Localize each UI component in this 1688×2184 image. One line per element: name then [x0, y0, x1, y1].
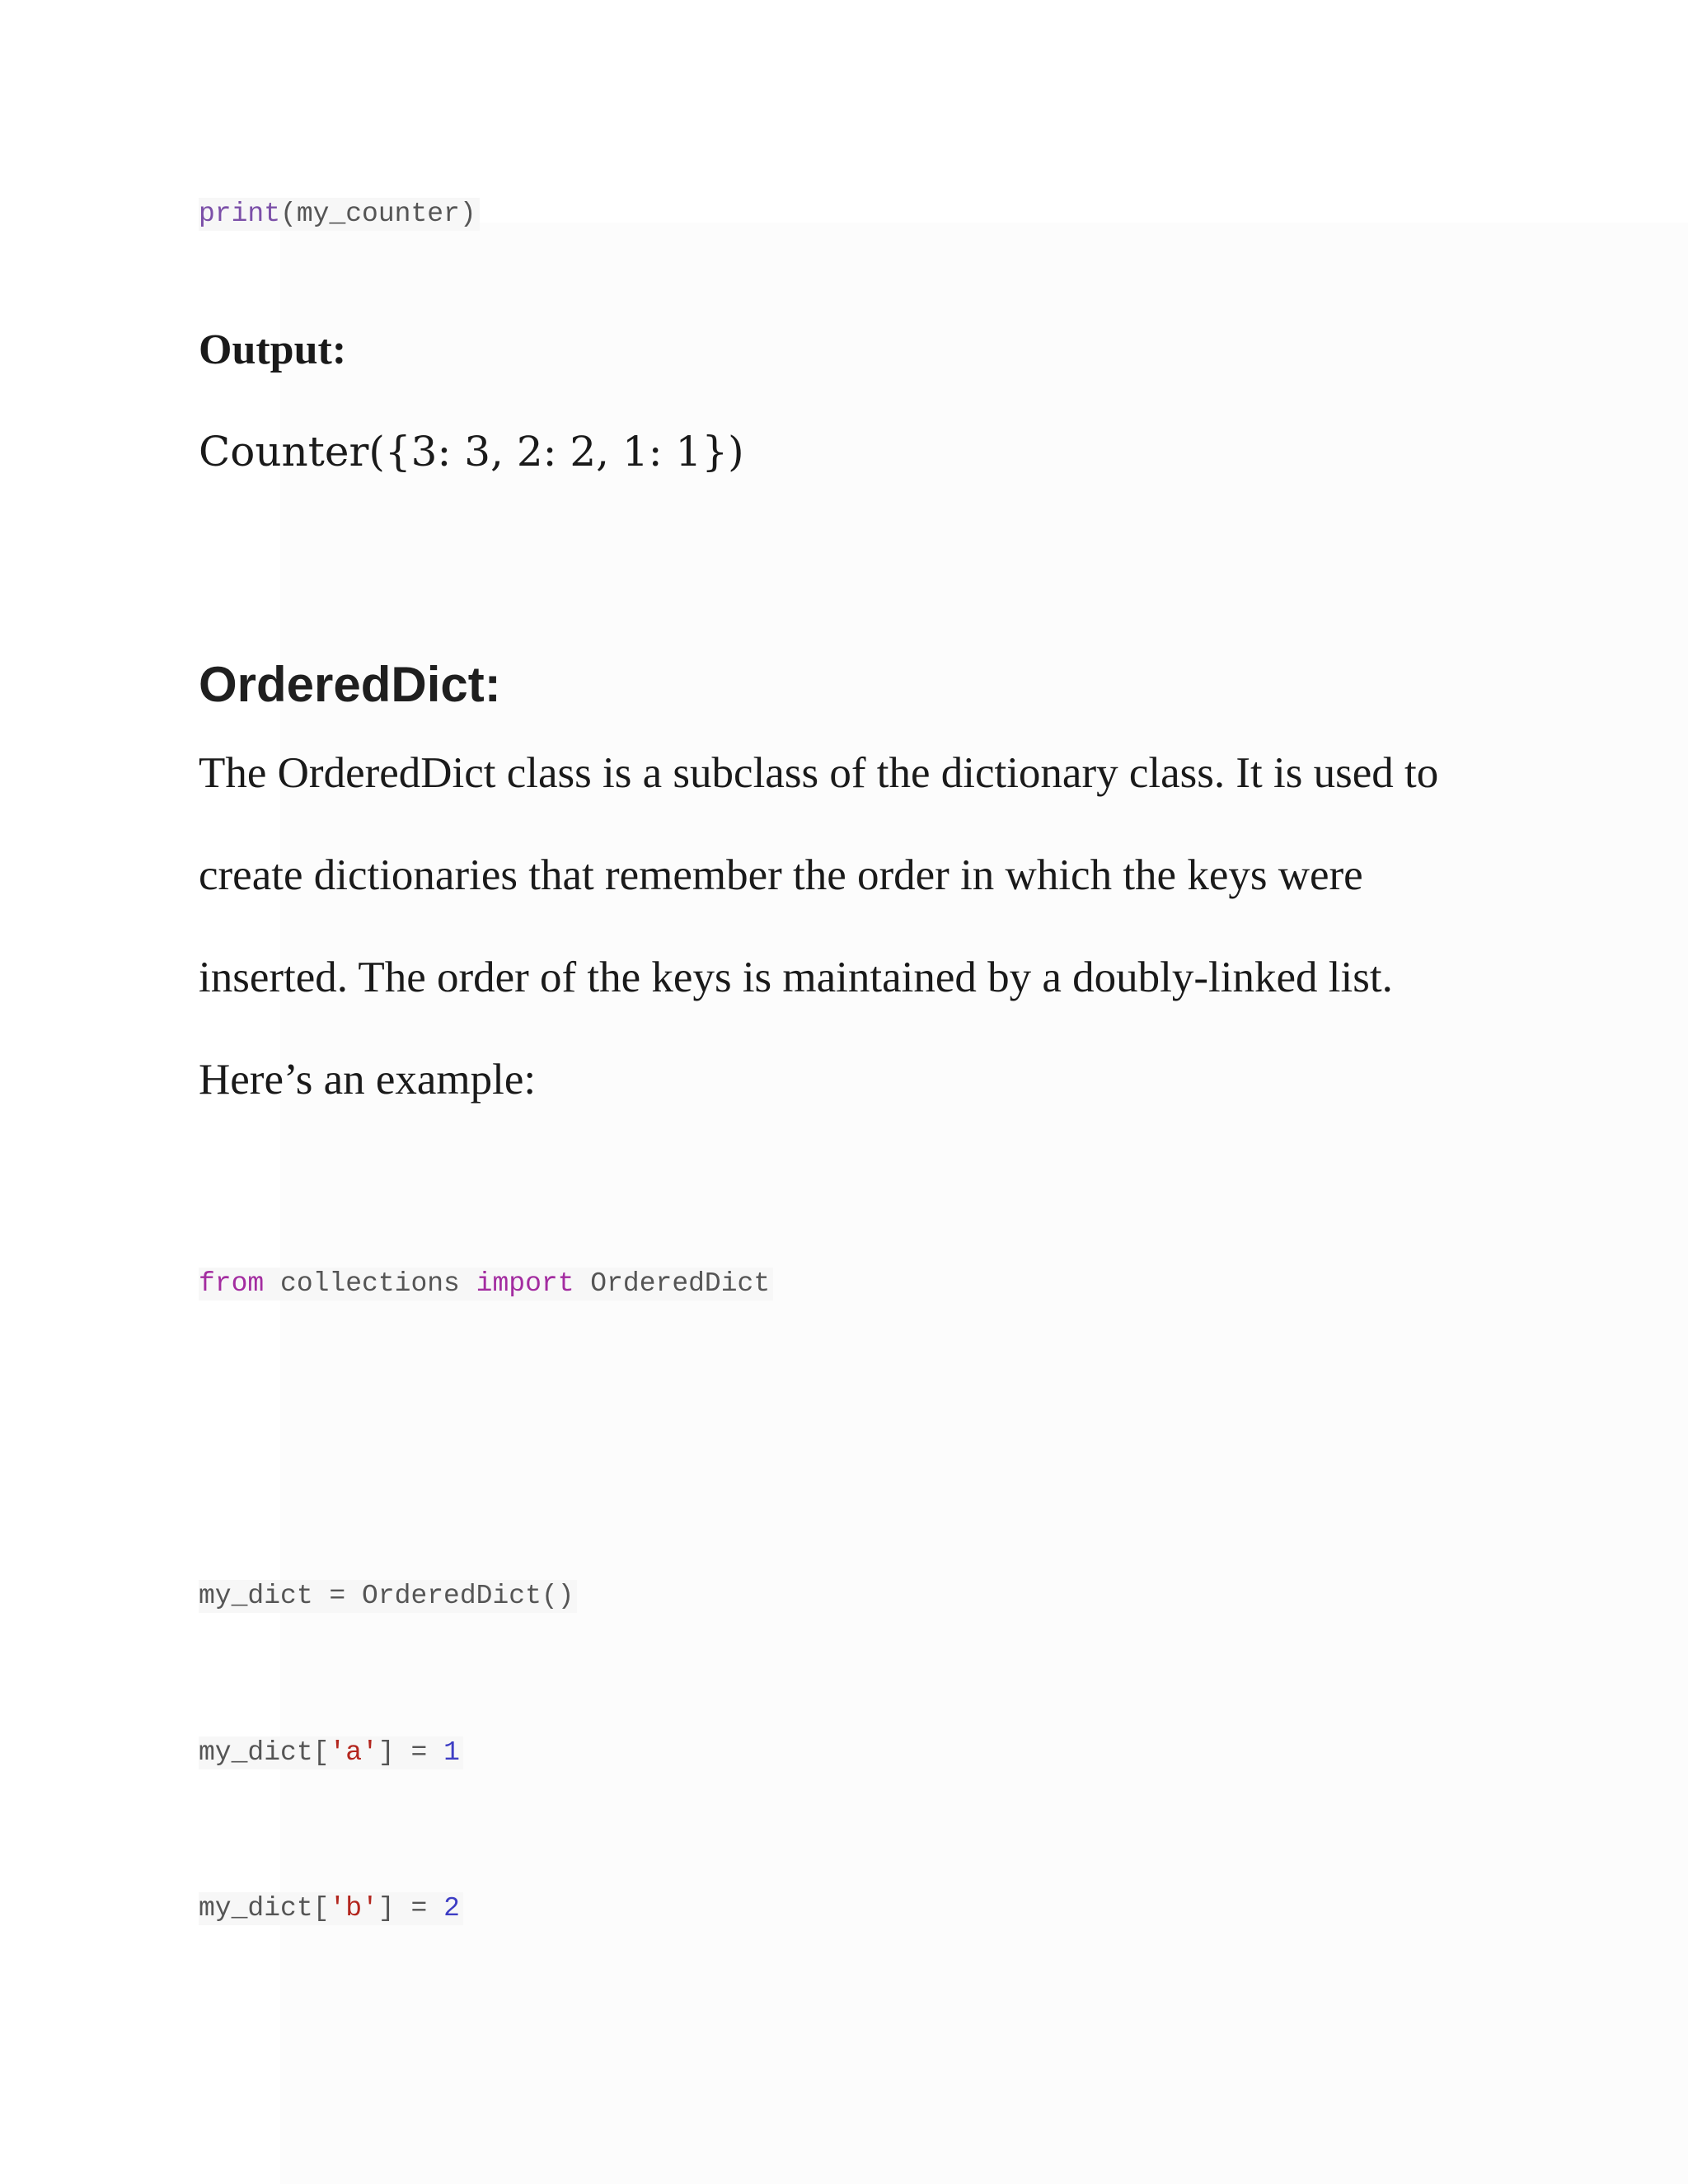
paragraph-line: The OrderedDict class is a subclass of the dictionary class. It is used to — [199, 749, 1439, 797]
code-token-operator: ] = — [377, 1737, 444, 1768]
code-token-function: print — [199, 199, 281, 229]
code-token-prefix: my_dict[ — [199, 1737, 330, 1768]
output-value: Counter({3: 3, 2: 2, 1: 1}) — [199, 428, 744, 476]
code-token-string: 'b' — [329, 1893, 378, 1924]
code-token-number: 1 — [443, 1737, 460, 1768]
paragraph-line: Here’s an example: — [199, 1056, 537, 1104]
code-line-set-b — [199, 1892, 463, 1925]
code-token-args: (my_counter) — [280, 199, 476, 229]
code-token-string: 'a' — [329, 1737, 378, 1768]
code-background — [280, 223, 1688, 2184]
output-label: Output: — [199, 326, 347, 373]
code-token-statement: my_dict = OrderedDict() — [199, 1581, 574, 1611]
code-line-print — [199, 198, 480, 231]
code-token-name: OrderedDict — [574, 1268, 771, 1299]
code-line-assign — [199, 1580, 577, 1613]
code-token-operator: ] = — [377, 1893, 444, 1924]
section-heading: OrderedDict: — [199, 657, 501, 712]
code-token-keyword: import — [476, 1268, 574, 1299]
code-line-set-a — [199, 1736, 463, 1769]
code-line-import — [199, 1268, 773, 1301]
code-token-keyword: from — [199, 1268, 265, 1299]
paragraph-line: inserted. The order of the keys is maintained by a doubly-linked list. — [199, 954, 1393, 1001]
code-token-module: collections — [264, 1268, 476, 1299]
paragraph-line: create dictionaries that remember the order in which the keys were — [199, 851, 1363, 899]
code-token-prefix: my_dict[ — [199, 1893, 330, 1924]
code-token-number: 2 — [443, 1893, 460, 1924]
